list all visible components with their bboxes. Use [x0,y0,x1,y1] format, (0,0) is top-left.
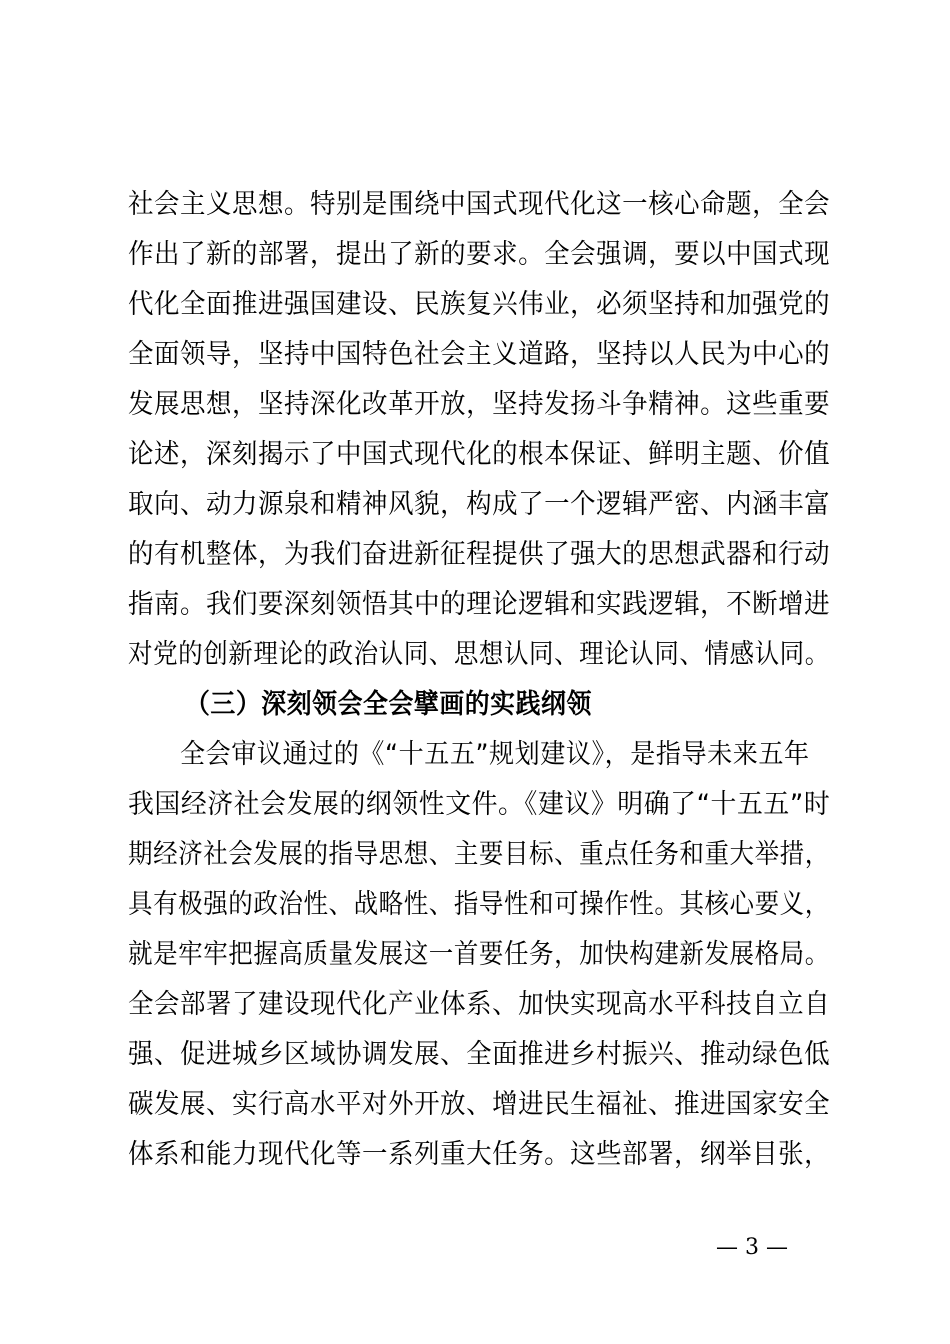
body-line: 指南。我们要深刻领悟其中的理论逻辑和实践逻辑，不断增进 [128,589,831,620]
body-line: 就是牢牢把握高质量发展这一首要任务，加快构建新发展格局。 [128,939,830,970]
body-line: 代化全面推进强国建设、民族复兴伟业，必须坚持和加强党的 [128,289,831,320]
body-line: 对党的创新理论的政治认同、思想认同、理论认同、情感认同。 [128,639,830,670]
body-line: 全会审议通过的《“十五五”规划建议》，是指导未来五年 [180,739,810,770]
body-line: 全面领导，坚持中国特色社会主义道路，坚持以人民为中心的 [128,339,831,370]
body-line: 作出了新的部署，提出了新的要求。全会强调，要以中国式现 [128,239,831,270]
section-heading: （三）深刻领会全会擘画的实践纲领 [185,689,592,720]
page-number: — 3 — [716,1235,788,1260]
body-line: 碳发展、实行高水平对外开放、增进民生福祉、推进国家安全 [128,1089,831,1120]
body-line: 全会部署了建设现代化产业体系、加快实现高水平科技自立自 [128,989,831,1020]
body-line: 具有极强的政治性、战略性、指导性和可操作性。其核心要义， [128,889,830,920]
body-line: 取向、动力源泉和精神风貌，构成了一个逻辑严密、内涵丰富 [128,489,831,520]
body-line: 我国经济社会发展的纲领性文件。《建议》明确了“十五五”时 [128,789,831,820]
body-line: 发展思想，坚持深化改革开放，坚持发扬斗争精神。这些重要 [128,389,831,420]
body-line: 体系和能力现代化等一系列重大任务。这些部署，纲举目张， [128,1139,831,1170]
body-line: 的有机整体，为我们奋进新征程提供了强大的思想武器和行动 [128,539,831,570]
body-line: 强、促进城乡区域协调发展、全面推进乡村振兴、推动绿色低 [128,1039,831,1070]
body-line: 论述，深刻揭示了中国式现代化的根本保证、鲜明主题、价值 [128,439,831,470]
body-line: 社会主义思想。特别是围绕中国式现代化这一核心命题，全会 [128,189,831,220]
body-line: 期经济社会发展的指导思想、主要目标、重点任务和重大举措， [128,839,830,870]
